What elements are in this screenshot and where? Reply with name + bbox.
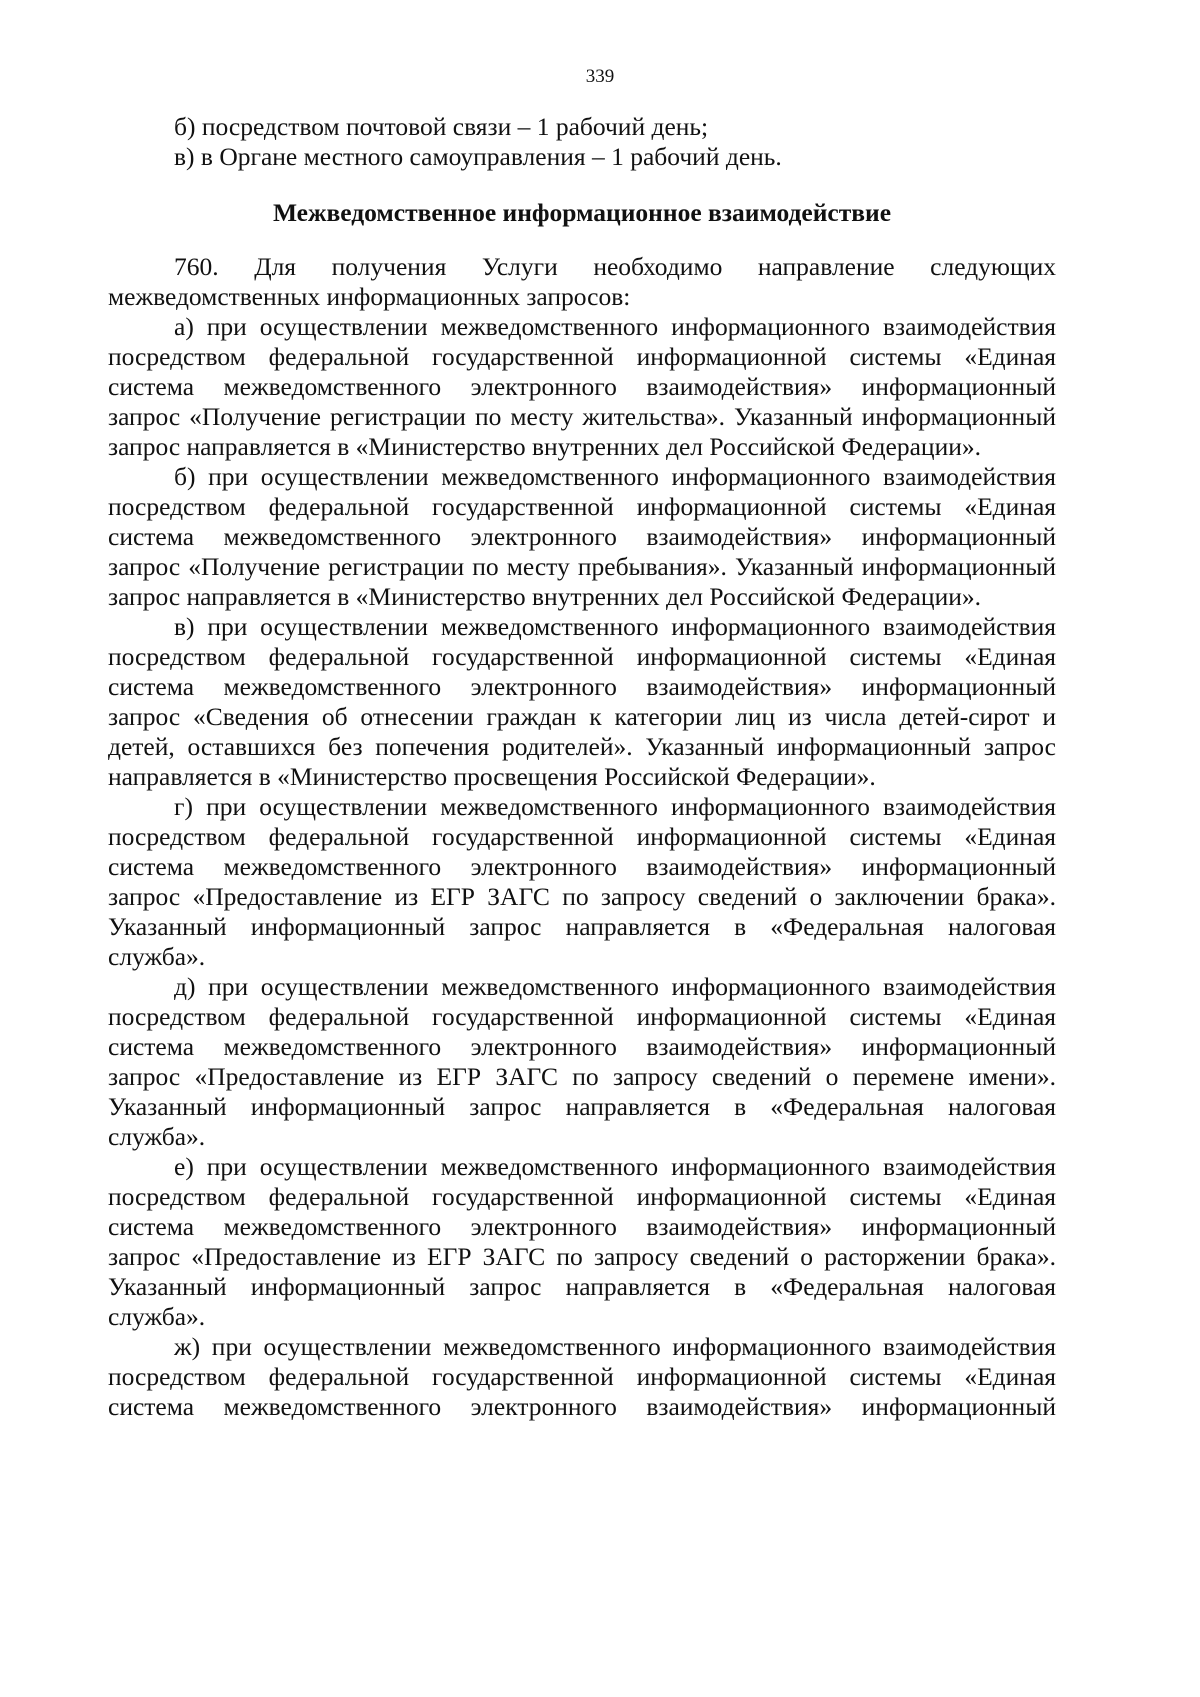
paragraph (108, 972, 1056, 1152)
paragraph-line: посредством федеральной государственной информационной системы «Единая (108, 822, 1056, 851)
intro-item: в) в Органе местного самоуправления – 1 рабочий день. (174, 142, 782, 171)
paragraph-line: запрос «Получение регистрации по месту жительства». Указанный информационный (108, 402, 1056, 431)
paragraph-line: Указанный информационный запрос направляется в «Федеральная налоговая (108, 912, 1056, 941)
paragraph-line: д) при осуществлении межведомственного информационного взаимодействия (174, 972, 1056, 1001)
paragraph-line: система межведомственного электронного взаимодействия» информационный (108, 522, 1056, 551)
paragraph-line: а) при осуществлении межведомственного информационного взаимодействия (174, 312, 1056, 341)
paragraph-line: посредством федеральной государственной информационной системы «Единая (108, 1182, 1056, 1211)
paragraph-line: детей, оставшихся без попечения родителей». Указанный информационный запрос (108, 732, 1056, 761)
paragraph-line: направляется в «Министерство просвещения Российской Федерации». (108, 762, 876, 791)
intro-item: б) посредством почтовой связи – 1 рабочий день; (174, 112, 709, 141)
paragraph (108, 252, 1056, 312)
paragraph-line: посредством федеральной государственной информационной системы «Единая (108, 1362, 1056, 1391)
paragraph-line: запрос направляется в «Министерство внутренних дел Российской Федерации». (108, 582, 982, 611)
paragraph-line: запрос «Получение регистрации по месту пребывания». Указанный информационный (108, 552, 1056, 581)
paragraph (108, 1332, 1056, 1422)
paragraph-line: система межведомственного электронного взаимодействия» информационный (108, 852, 1056, 881)
paragraph-line: ж) при осуществлении межведомственного информационного взаимодействия (174, 1332, 1056, 1361)
paragraph-line: в) при осуществлении межведомственного информационного взаимодействия (174, 612, 1056, 641)
paragraph-line: Указанный информационный запрос направляется в «Федеральная налоговая (108, 1272, 1056, 1301)
intro-list (108, 112, 1056, 172)
paragraph-line: система межведомственного электронного взаимодействия» информационный (108, 1212, 1056, 1241)
paragraph-line: система межведомственного электронного взаимодействия» информационный (108, 372, 1056, 401)
paragraph-list (108, 252, 1056, 1422)
paragraph-line: посредством федеральной государственной информационной системы «Единая (108, 492, 1056, 521)
paragraph-line: система межведомственного электронного взаимодействия» информационный (108, 672, 1056, 701)
paragraph-line: посредством федеральной государственной информационной системы «Единая (108, 1002, 1056, 1031)
page-number: 339 (585, 66, 615, 87)
paragraph-line: б) при осуществлении межведомственного информационного взаимодействия (174, 462, 1056, 491)
paragraph (108, 1152, 1056, 1332)
paragraph-line: межведомственных информационных запросов: (108, 282, 631, 311)
paragraph-line: запрос направляется в «Министерство внутренних дел Российской Федерации». (108, 432, 982, 461)
paragraph (108, 312, 1056, 462)
paragraph (108, 792, 1056, 972)
paragraph-line: г) при осуществлении межведомственного информационного взаимодействия (174, 792, 1056, 821)
paragraph-line: служба». (108, 942, 206, 971)
paragraph-line: 760. Для получения Услуги необходимо направление следующих (174, 252, 1056, 281)
paragraph-line: посредством федеральной государственной информационной системы «Единая (108, 642, 1056, 671)
paragraph-line: система межведомственного электронного взаимодействия» информационный (108, 1392, 1056, 1421)
paragraph-line: система межведомственного электронного взаимодействия» информационный (108, 1032, 1056, 1061)
section-heading: Межведомственное информационное взаимодействие (272, 198, 892, 227)
paragraph-line: запрос «Сведения об отнесении граждан к категории лиц из числа детей-сирот и (108, 702, 1056, 731)
paragraph-line: служба». (108, 1302, 206, 1331)
paragraph-line: запрос «Предоставление из ЕГР ЗАГС по запросу сведений о перемене имени». (108, 1062, 1056, 1091)
paragraph (108, 462, 1056, 612)
paragraph-line: запрос «Предоставление из ЕГР ЗАГС по запросу сведений о расторжении брака». (108, 1242, 1056, 1271)
paragraph-line: запрос «Предоставление из ЕГР ЗАГС по запросу сведений о заключении брака». (108, 882, 1056, 911)
paragraph-line: посредством федеральной государственной информационной системы «Единая (108, 342, 1056, 371)
paragraph-line: служба». (108, 1122, 206, 1151)
paragraph (108, 612, 1056, 792)
paragraph-line: е) при осуществлении межведомственного информационного взаимодействия (174, 1152, 1056, 1181)
paragraph-line: Указанный информационный запрос направляется в «Федеральная налоговая (108, 1092, 1056, 1121)
document-body (108, 112, 1056, 1422)
